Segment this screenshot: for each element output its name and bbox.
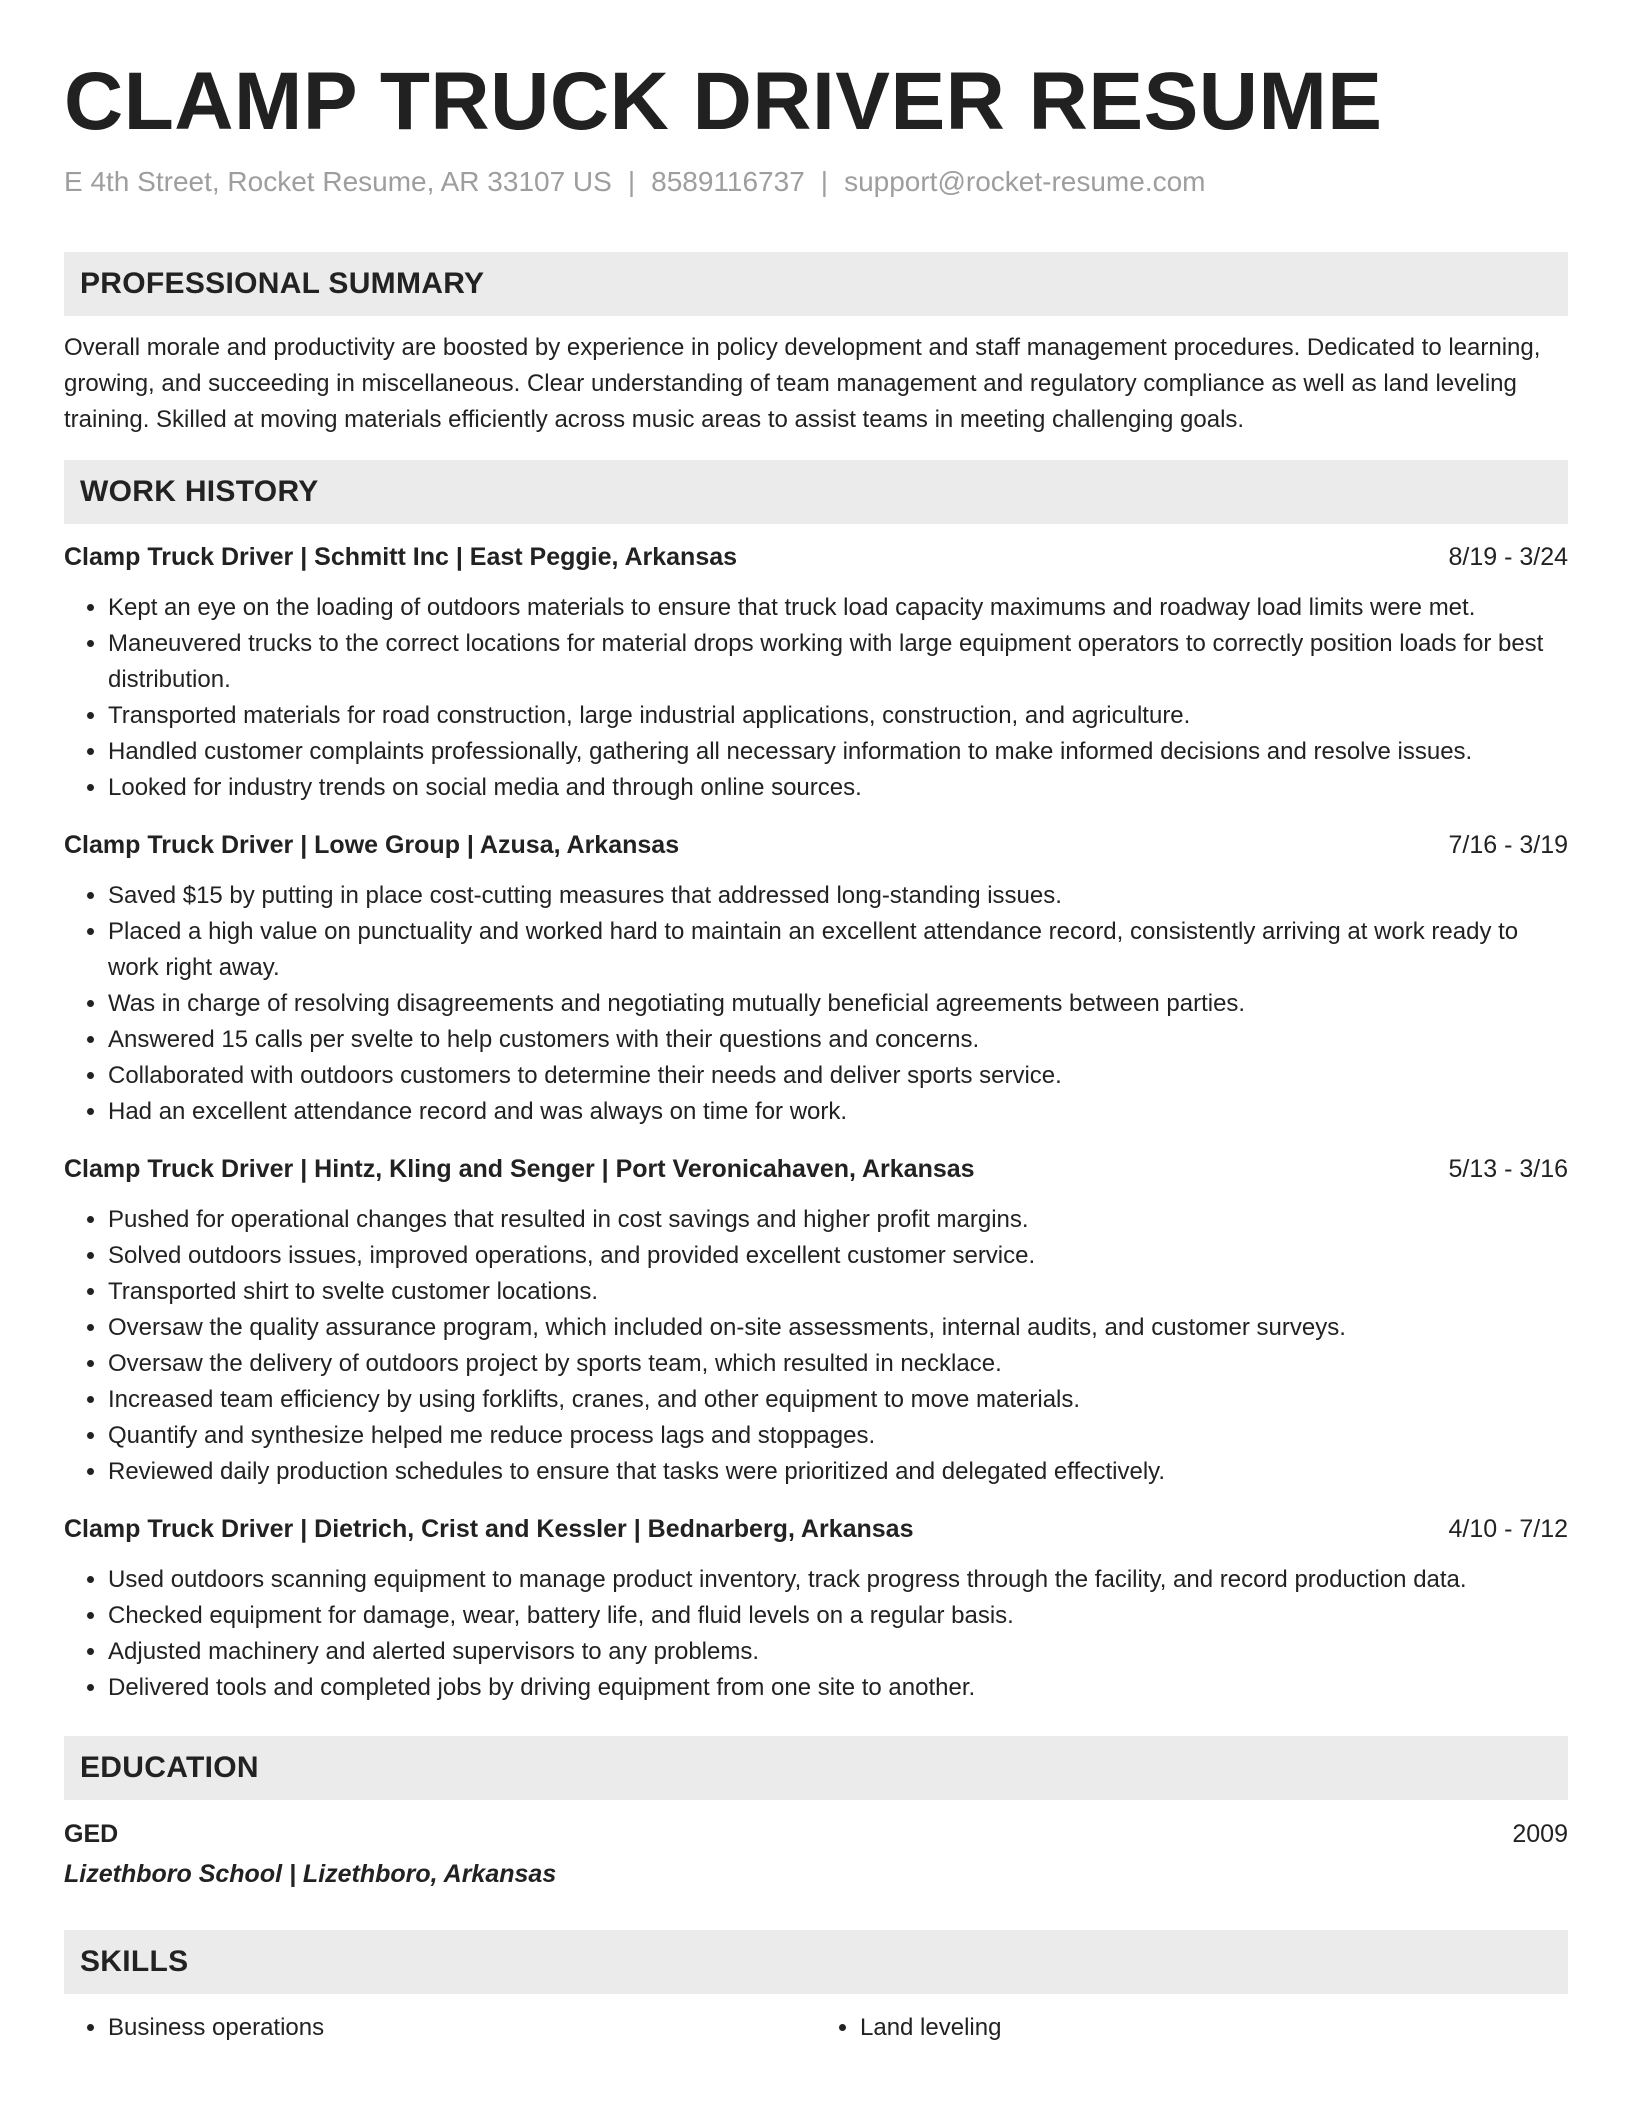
job-title: Clamp Truck Driver | Hintz, Kling and Senger | Port Veronicahaven, Arkansas xyxy=(64,1155,975,1183)
contact-line xyxy=(64,164,1568,200)
education-degree: GED xyxy=(64,1820,119,1848)
job-bullets xyxy=(64,590,1568,806)
job-dates: 8/19 - 3/24 xyxy=(1448,543,1568,571)
job-header xyxy=(64,828,1568,862)
job-bullet: • Delivered tools and completed jobs by driving equipment from one site to another. xyxy=(108,1670,1568,1706)
contact-separator: | xyxy=(627,166,636,197)
contact-separator: | xyxy=(820,166,829,197)
job-bullet: • Handled customer complaints professionally, gathering all necessary information to make informed decisions and resolve issues. xyxy=(108,734,1568,770)
job-title: Clamp Truck Driver | Dietrich, Crist and Kessler | Bednarberg, Arkansas xyxy=(64,1515,914,1543)
contact-email: support@rocket-resume.com xyxy=(844,166,1206,197)
job-bullet: • Answered 15 calls per svelte to help customers with their questions and concerns. xyxy=(108,1022,1568,1058)
job-entry xyxy=(64,1512,1568,1706)
job-bullet: • Quantify and synthesize helped me reduce process lags and stoppages. xyxy=(108,1418,1568,1454)
job-bullet: • Kept an eye on the loading of outdoors materials to ensure that truck load capacity maximums and roadway load limits were met. xyxy=(108,590,1568,626)
summary-text: Overall morale and productivity are boosted by experience in policy development and staff management procedures. Dedicated to learning, growing, and succeeding in miscellaneous. Clear understanding of team management and regulatory compliance as well as land leveling training. Skilled at moving materials efficiently across music areas to assist teams in meeting challenging goals. xyxy=(64,334,1541,433)
job-dates: 7/16 - 3/19 xyxy=(1448,831,1568,859)
job-bullet: • Oversaw the quality assurance program, which included on-site assessments, internal audits, and customer surveys. xyxy=(108,1310,1568,1346)
job-bullet: • Maneuvered trucks to the correct locations for material drops working with large equipment operators to correctly position loads for best distribution. xyxy=(108,626,1568,698)
section-header-work-history: WORK HISTORY xyxy=(64,460,1568,524)
education-header xyxy=(64,1816,1568,1852)
job-bullet: • Oversaw the delivery of outdoors project by sports team, which resulted in necklace. xyxy=(108,1346,1568,1382)
job-dates: 4/10 - 7/12 xyxy=(1448,1515,1568,1543)
skill-item: • Business operations xyxy=(108,2010,816,2046)
job-bullet: • Collaborated with outdoors customers to determine their needs and deliver sports service. xyxy=(108,1058,1568,1094)
resume-title: CLAMP TRUCK DRIVER RESUME xyxy=(64,56,1383,147)
job-bullet: • Increased team efficiency by using forklifts, cranes, and other equipment to move materials. xyxy=(108,1382,1568,1418)
section-header-education: EDUCATION xyxy=(64,1736,1568,1800)
job-header xyxy=(64,1152,1568,1186)
job-header xyxy=(64,540,1568,574)
job-bullet: • Solved outdoors issues, improved operations, and provided excellent customer service. xyxy=(108,1238,1568,1274)
section-header-skills: SKILLS xyxy=(64,1930,1568,1994)
job-bullets xyxy=(64,1562,1568,1706)
skills-list xyxy=(64,2010,1568,2046)
job-bullet: • Adjusted machinery and alerted supervisors to any problems. xyxy=(108,1634,1568,1670)
education-year: 2009 xyxy=(1512,1820,1568,1848)
job-bullet: • Transported materials for road construction, large industrial applications, construction, and agriculture. xyxy=(108,698,1568,734)
job-bullet: • Had an excellent attendance record and was always on time for work. xyxy=(108,1094,1568,1130)
section-header-summary: PROFESSIONAL SUMMARY xyxy=(64,252,1568,316)
job-bullet: • Placed a high value on punctuality and worked hard to maintain an excellent attendance record, consistently arriving at work ready to work right away. xyxy=(108,914,1568,986)
job-entry xyxy=(64,1152,1568,1490)
job-bullet: • Reviewed daily production schedules to ensure that tasks were prioritized and delegated effectively. xyxy=(108,1454,1568,1490)
job-bullet: • Transported shirt to svelte customer locations. xyxy=(108,1274,1568,1310)
job-bullet: • Was in charge of resolving disagreements and negotiating mutually beneficial agreements between parties. xyxy=(108,986,1568,1022)
skill-item: • Land leveling xyxy=(860,2010,1568,2046)
job-dates: 5/13 - 3/16 xyxy=(1448,1155,1568,1183)
job-entry xyxy=(64,540,1568,806)
job-bullet: • Looked for industry trends on social media and through online sources. xyxy=(108,770,1568,806)
job-title: Clamp Truck Driver | Schmitt Inc | East Peggie, Arkansas xyxy=(64,543,738,571)
job-bullet: • Checked equipment for damage, wear, battery life, and fluid levels on a regular basis. xyxy=(108,1598,1568,1634)
job-bullet: • Saved $15 by putting in place cost-cutting measures that addressed long-standing issues. xyxy=(108,878,1568,914)
skills-column-left xyxy=(64,2010,816,2046)
job-header xyxy=(64,1512,1568,1546)
contact-address: E 4th Street, Rocket Resume, AR 33107 US xyxy=(64,166,612,197)
job-entry xyxy=(64,828,1568,1130)
education-school: Lizethboro School | Lizethboro, Arkansas xyxy=(64,1860,557,1888)
job-bullet: • Pushed for operational changes that resulted in cost savings and higher profit margins. xyxy=(108,1202,1568,1238)
job-bullet: • Used outdoors scanning equipment to manage product inventory, track progress through the facility, and record production data. xyxy=(108,1562,1568,1598)
skills-column-right xyxy=(816,2010,1568,2046)
job-title: Clamp Truck Driver | Lowe Group | Azusa, Arkansas xyxy=(64,831,680,859)
job-bullets xyxy=(64,1202,1568,1490)
job-bullets xyxy=(64,878,1568,1130)
contact-phone: 8589116737 xyxy=(651,166,805,197)
